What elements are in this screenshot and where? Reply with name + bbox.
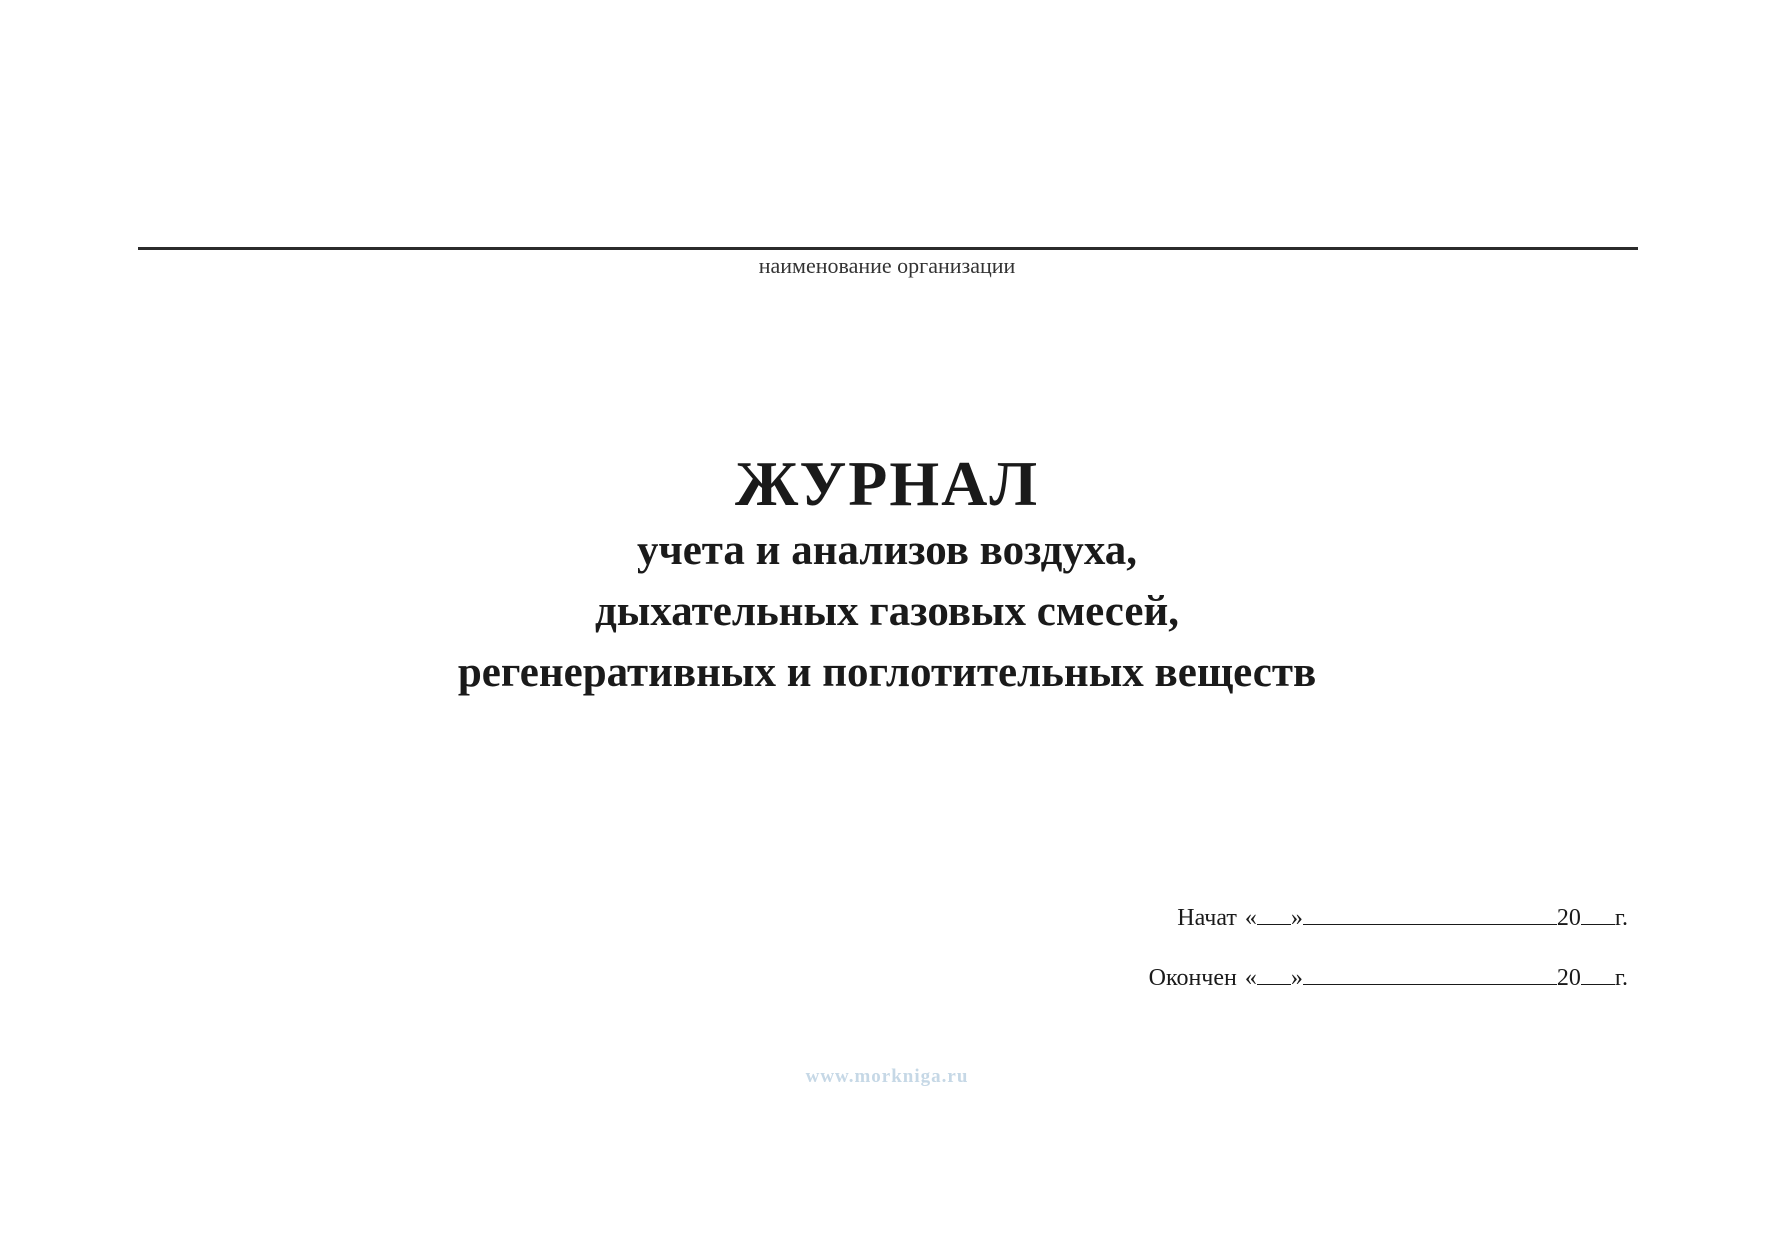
start-open-quote: « (1244, 905, 1257, 931)
start-close-quote: » (1290, 905, 1303, 931)
organization-caption: наименование организации (758, 253, 1016, 278)
start-year-prefix: 20 (1556, 905, 1581, 931)
end-open-quote: « (1244, 965, 1257, 991)
organization-name-line (138, 247, 1638, 250)
subtitle-line-2: дыхательных газовых смесей, (594, 588, 1180, 635)
end-year-blank (1581, 983, 1615, 985)
end-date-row (1108, 965, 1628, 1025)
end-close-quote: » (1290, 965, 1303, 991)
start-day-blank (1257, 923, 1291, 925)
end-date-label: Окончен (1148, 965, 1237, 991)
end-month-blank (1303, 983, 1557, 985)
end-year-suffix: г. (1614, 965, 1628, 991)
end-year-prefix: 20 (1556, 965, 1581, 991)
subtitle-line-3: регенеративных и поглотительных веществ (457, 649, 1317, 696)
start-month-blank (1303, 923, 1557, 925)
journal-title: ЖУРНАЛ (734, 448, 1040, 519)
start-year-suffix: г. (1614, 905, 1628, 931)
start-year-blank (1581, 923, 1615, 925)
date-fields (1108, 905, 1628, 1025)
subtitle-line-1: учета и анализов воздуха, (636, 527, 1138, 574)
start-date-label: Начат (1177, 905, 1237, 931)
title-block (0, 448, 1774, 703)
website-watermark: www.morkniga.ru (805, 1066, 969, 1087)
end-day-blank (1257, 983, 1291, 985)
start-date-row (1108, 905, 1628, 965)
